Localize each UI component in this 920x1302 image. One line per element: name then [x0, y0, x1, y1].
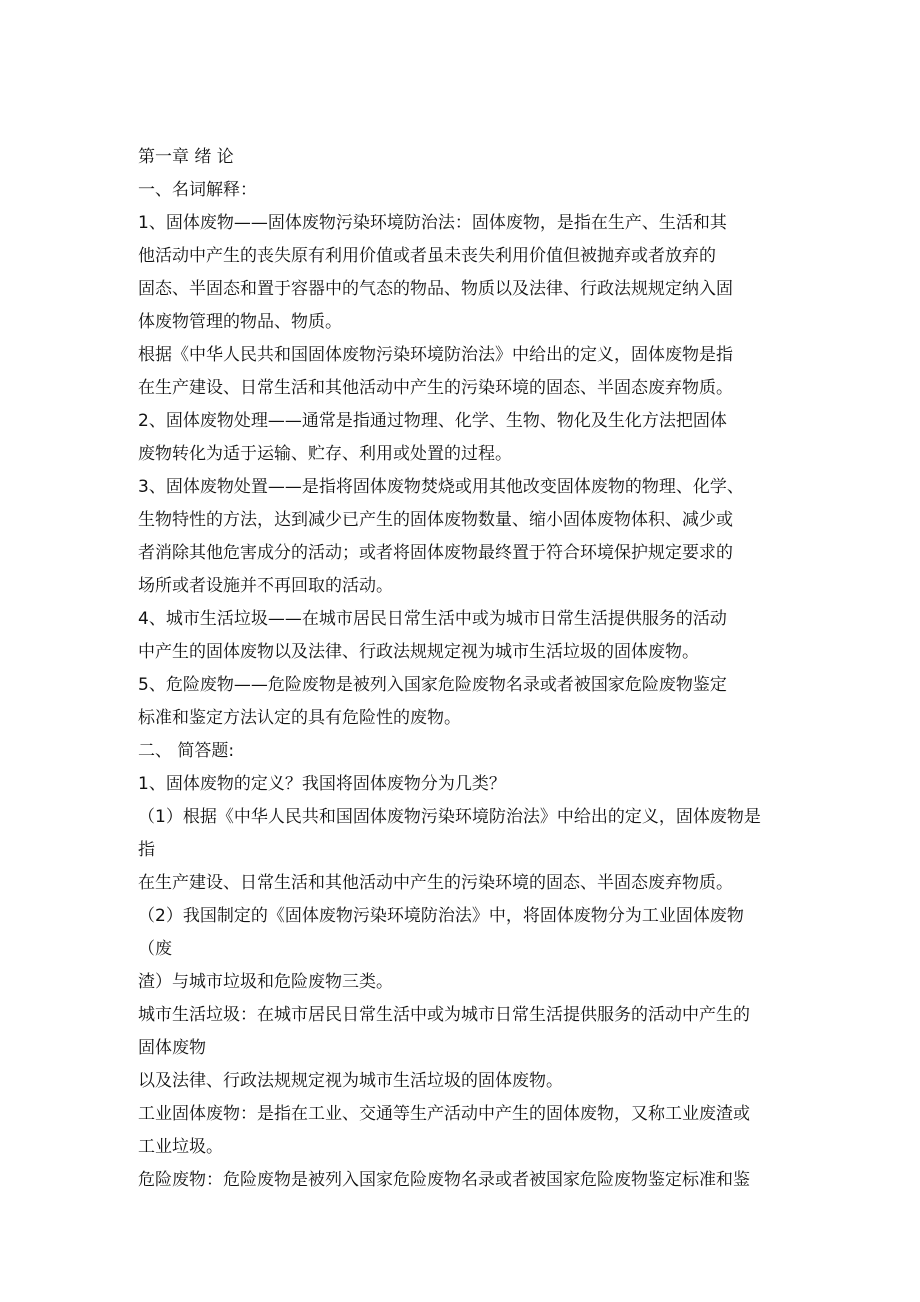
text-line: 危险废物：危险废物是被列入国家危险废物名录或者被国家危险废物鉴定标准和鉴	[138, 1170, 750, 1190]
text-line: 固态、半固态和置于容器中的气态的物品、物质以及法律、行政法规规定纳入固	[138, 279, 733, 299]
section-heading-short-answer: 二、 简答题:	[138, 741, 235, 761]
text-line: 4、城市生活垃圾——在城市居民日常生活中或为城市日常生活提供服务的活动	[138, 609, 727, 629]
text-line: （废	[138, 939, 172, 959]
text-line: 工业垃圾。	[138, 1137, 223, 1157]
text-line: 在生产建设、日常生活和其他活动中产生的污染环境的固态、半固态废弃物质。	[138, 873, 733, 893]
text-line: 1、固体废物——固体废物污染环境防治法：固体废物，是指在生产、生活和其	[138, 213, 727, 233]
text-line: 体废物管理的物品、物质。	[138, 312, 342, 332]
text-line: 城市生活垃圾：在城市居民日常生活中或为城市日常生活提供服务的活动中产生的	[138, 1005, 750, 1025]
text-line: （1）根据《中华人民共和国固体废物污染环境防治法》中给出的定义，固体废物是	[138, 807, 761, 827]
text-line: 他活动中产生的丧失原有利用价值或者虽未丧失利用价值但被抛弃或者放弃的	[138, 246, 716, 266]
text-line: 生物特性的方法，达到减少已产生的固体废物数量、缩小固体废物体积、减少或	[138, 510, 733, 530]
text-line: 标准和鉴定方法认定的具有危险性的废物。	[138, 708, 461, 728]
text-line: 指	[138, 840, 155, 860]
text-line: 中产生的固体废物以及法律、行政法规规定视为城市生活垃圾的固体废物。	[138, 642, 699, 662]
text-line: 废物转化为适于运输、贮存、利用或处置的过程。	[138, 444, 512, 464]
text-line: 固体废物	[138, 1038, 206, 1058]
text-line: 根据《中华人民共和国固体废物污染环境防治法》中给出的定义，固体废物是指	[138, 345, 733, 365]
text-line: 以及法律、行政法规规定视为城市生活垃圾的固体废物。	[138, 1071, 563, 1091]
text-line: 工业固体废物：是指在工业、交通等生产活动中产生的固体废物，又称工业废渣或	[138, 1104, 750, 1124]
text-line: 者消除其他危害成分的活动；或者将固体废物最终置于符合环境保护规定要求的	[138, 543, 733, 563]
text-line: 2、固体废物处理——通常是指通过物理、化学、生物、物化及生化方法把固体	[138, 411, 727, 431]
text-line: 在生产建设、日常生活和其他活动中产生的污染环境的固态、半固态废弃物质。	[138, 378, 733, 398]
text-line: 渣）与城市垃圾和危险废物三类。	[138, 972, 393, 992]
text-line: 5、危险废物——危险废物是被列入国家危险废物名录或者被国家危险废物鉴定	[138, 675, 727, 695]
text-line: （2）我国制定的《固体废物污染环境防治法》中，将固体废物分为工业固体废物	[138, 906, 744, 926]
text-line: 3、固体废物处置——是指将固体废物焚烧或用其他改变固体废物的物理、化学、	[138, 477, 744, 497]
question-line: 1、固体废物的定义？我国将固体废物分为几类？	[138, 774, 506, 794]
text-line: 场所或者设施并不再回取的活动。	[138, 576, 393, 596]
section-heading-terms: 一、名词解释：	[138, 180, 257, 200]
chapter-title: 第一章 绪 论	[138, 147, 234, 167]
